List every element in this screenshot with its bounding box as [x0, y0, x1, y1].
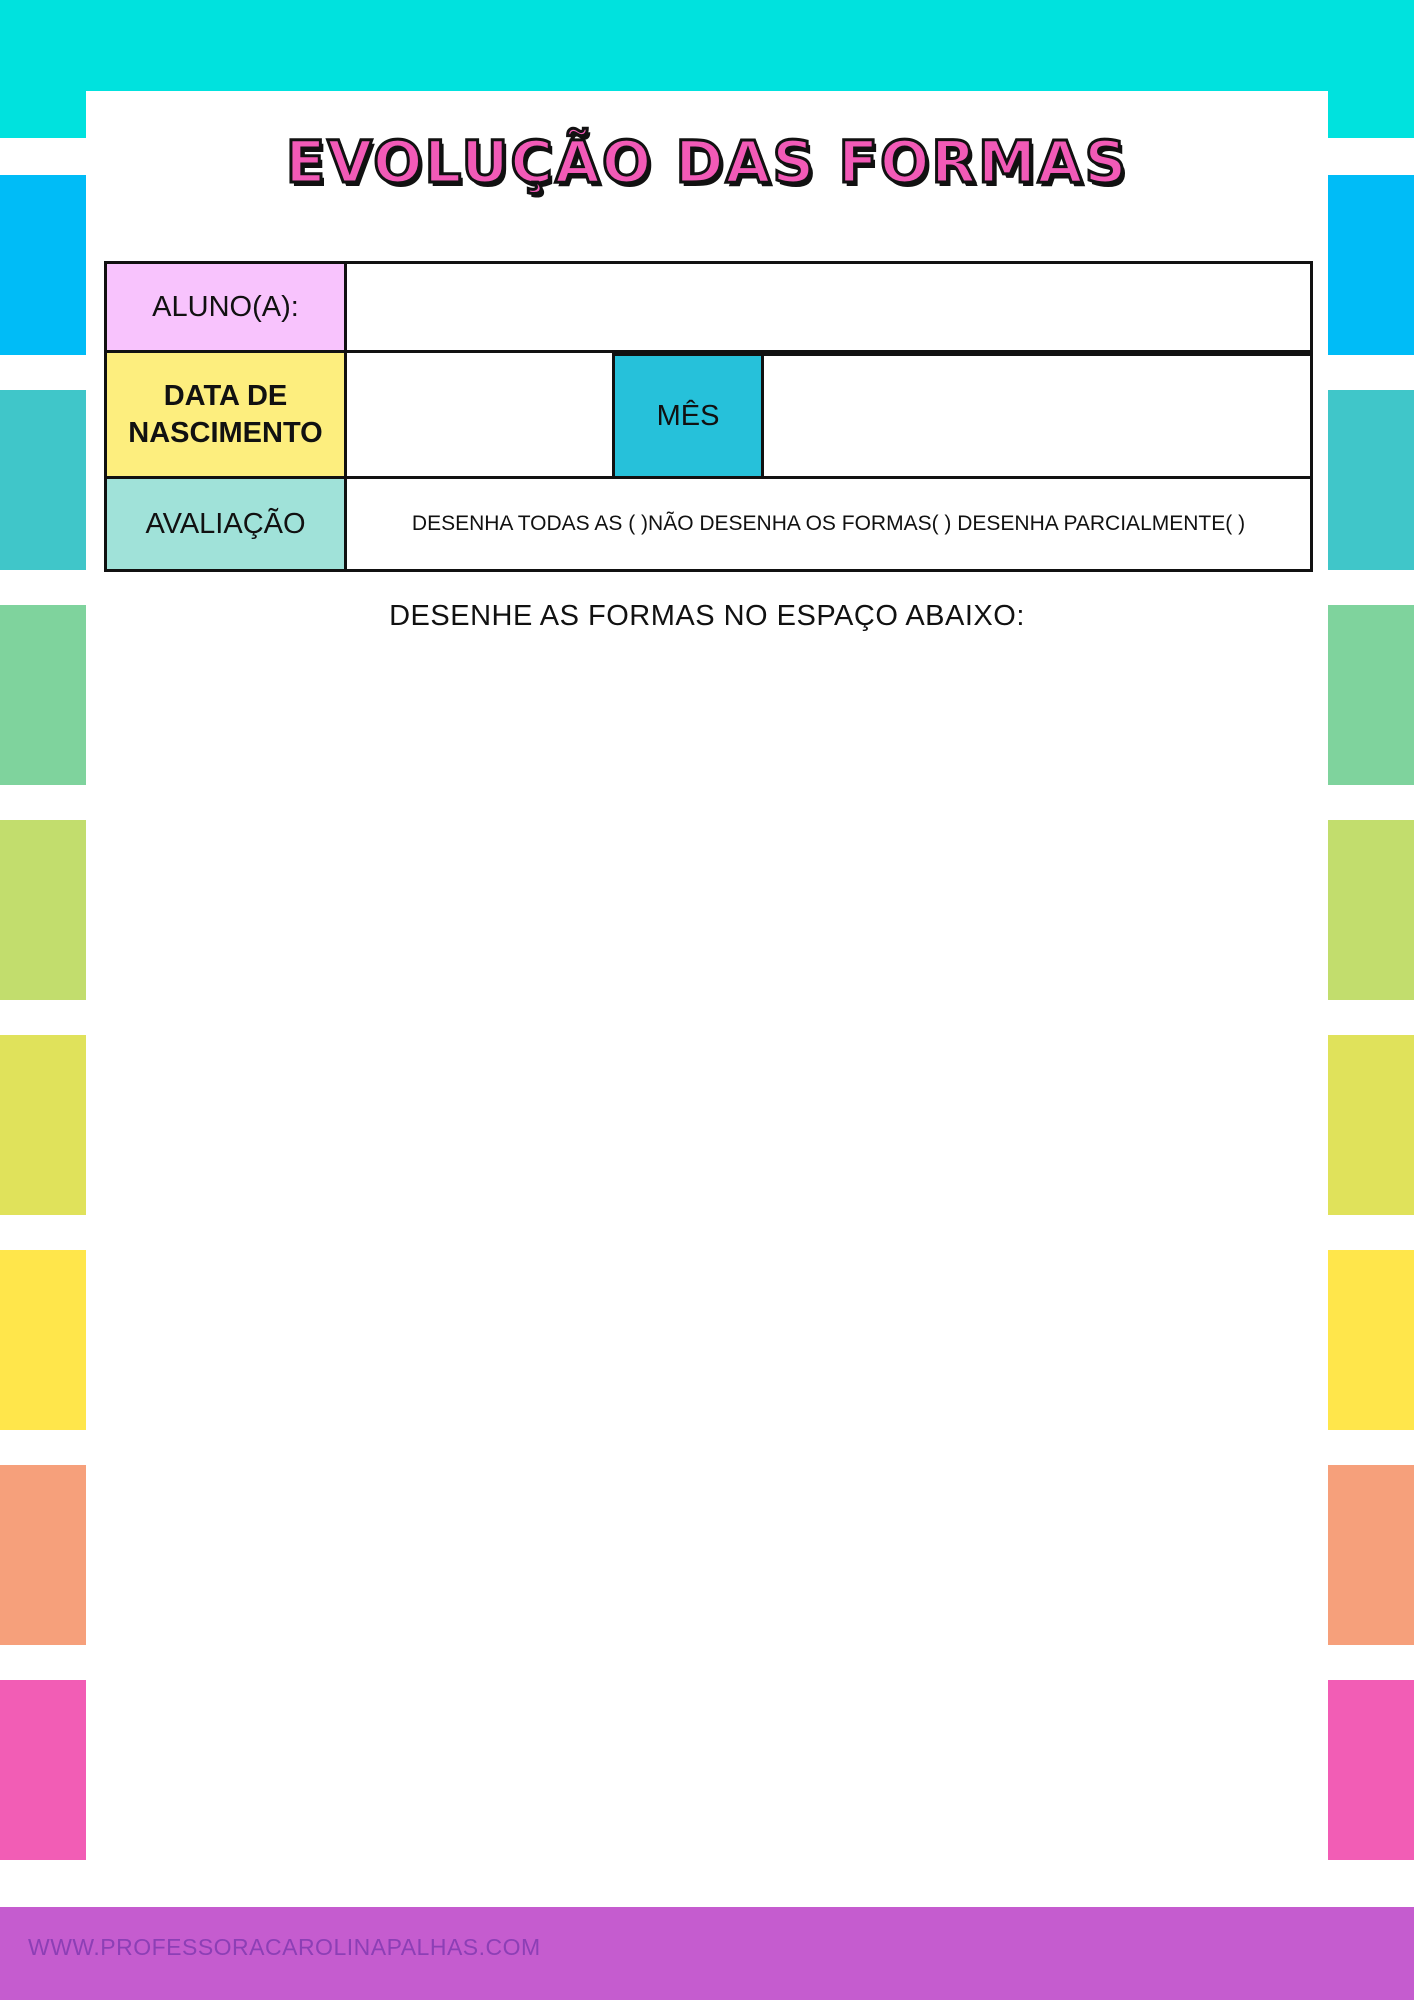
stripe-left-8	[0, 1680, 86, 1860]
footer-website: WWW.PROFESSORACAROLINAPALHAS.COM	[28, 1934, 541, 1960]
student-label: ALUNO(A):	[104, 261, 347, 353]
page-title: EVOLUÇÃO DAS FORMAS	[285, 128, 1129, 196]
month-label: MÊS	[612, 353, 764, 479]
stripe-left-7	[0, 1465, 86, 1645]
stripe-right-6	[1328, 1250, 1414, 1430]
stripe-right-1	[1328, 175, 1414, 355]
stripe-right-8	[1328, 1680, 1414, 1860]
month-field[interactable]	[761, 353, 1313, 479]
birth-date-field[interactable]	[344, 350, 615, 479]
evaluation-options[interactable]: DESENHA TODAS AS ( )NÃO DESENHA OS FORMAS( ) DESENHA PARCIALMENTE( )	[344, 476, 1313, 572]
stripe-right-7	[1328, 1465, 1414, 1645]
stripe-right-4	[1328, 820, 1414, 1000]
stripe-left-4	[0, 820, 86, 1000]
stripe-left-2	[0, 390, 86, 570]
birth-date-label: DATA DE NASCIMENTO	[104, 350, 347, 479]
student-name-field[interactable]	[344, 261, 1313, 353]
stripe-left-5	[0, 1035, 86, 1215]
evaluation-label: AVALIAÇÃO	[104, 476, 347, 572]
stripe-left-6	[0, 1250, 86, 1430]
student-info-form	[104, 261, 1313, 572]
stripe-right-5	[1328, 1035, 1414, 1215]
stripe-left-1	[0, 175, 86, 355]
stripe-right-2	[1328, 390, 1414, 570]
drawing-instruction: DESENHE AS FORMAS NO ESPAÇO ABAIXO:	[389, 600, 1025, 632]
